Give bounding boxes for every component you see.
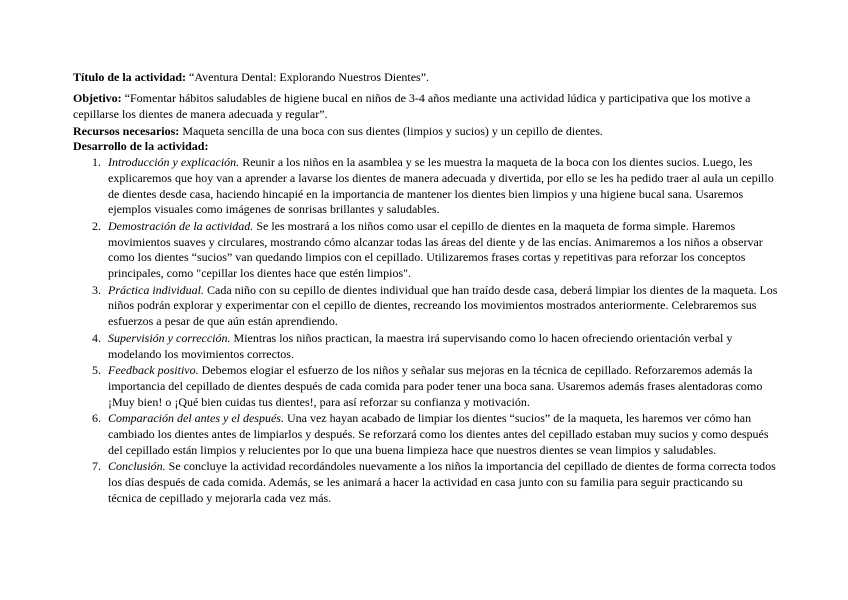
development-heading — [73, 139, 779, 155]
step-title: Feedback positivo. — [108, 363, 199, 378]
step-text — [108, 283, 779, 330]
step-number: 2. — [92, 218, 101, 233]
step-number: 5. — [92, 363, 101, 378]
step-title: Práctica individual. — [108, 282, 204, 297]
activity-title-label: Título de la actividad: — [73, 70, 187, 84]
step-item-2 — [73, 219, 779, 282]
step-title: Conclusión. — [108, 459, 166, 474]
step-body: Debemos elogiar el esfuerzo de los niños y señalar sus mejoras en la técnica de cepillado. Reforzaremos además la importancia del cepillado de dientes después de cada comida para poder tener una boca sana. Usaremos además frases alentadoras como ¡Muy bien! o ¡Qué bien cuidas tus dientes!, para así reforzar su confianza y motivación. — [108, 363, 763, 409]
step-body: Una vez hayan acabado de limpiar los dientes “sucios” de la maqueta, les haremos ver cómo han cambiado los dientes antes de limpiarlos y después. Se reforzará como los dientes antes del cepillado estaban muy sucios y como después del cepillado están limpios y relucientes por lo que una buena limpieza hace que nuestros dientes se vean limpios y saludables. — [108, 411, 769, 457]
step-text — [108, 411, 779, 458]
step-body: Mientras los niños practican, la maestra irá supervisando como lo hacen ofreciendo orientación verbal y modelando los movimientos correctos. — [108, 330, 733, 361]
resources — [73, 124, 779, 140]
step-number: 6. — [92, 411, 101, 426]
step-body: Cada niño con su cepillo de dientes individual que han traído desde casa, deberá limpiar los dientes de la maqueta. Los niños podrán explorar y experimentar con el cepillo de dientes, recreando los movimientos mostrados anteriormente. Celebraremos sus esfuerzos a pesar de que aún están aprendiendo. — [108, 282, 778, 329]
step-number: 7. — [92, 459, 101, 474]
step-item-5 — [73, 363, 779, 410]
objective-value: “Fomentar hábitos saludables de higiene bucal en niños de 3-4 años mediante una actividad lúdica y participativa que los motive a cepillarse los dientes de manera adecuada y regular”. — [73, 91, 751, 121]
development-steps — [73, 155, 779, 506]
development-heading-label: Desarrollo de la actividad: — [73, 139, 209, 154]
resources-value: Maqueta sencilla de una boca con sus dientes (limpios y sucios) y un cepillo de dientes. — [182, 123, 603, 138]
step-text — [108, 155, 779, 218]
step-title: Supervisión y corrección. — [108, 330, 231, 345]
step-item-7 — [73, 459, 779, 506]
step-item-6 — [73, 411, 779, 458]
step-number: 4. — [92, 330, 101, 345]
step-text — [108, 331, 779, 362]
step-item-1 — [73, 155, 779, 218]
resources-label: Recursos necesarios: — [73, 123, 180, 138]
lesson-plan — [73, 70, 779, 508]
step-item-4 — [73, 331, 779, 362]
step-number: 3. — [92, 282, 101, 297]
step-number: 1. — [92, 155, 101, 170]
objective-label: Objetivo: — [73, 91, 122, 105]
step-body: Se les mostrará a los niños como usar el cepillo de dientes en la maqueta de forma simple. Haremos movimientos suaves y circulares, mostrando cómo alcanzar todas las áreas del diente y de las encías. Animaremos a los niños a observar como los dientes “sucios” van quedando limpios con el cepillado. Utilizaremos frases cortas y repetitivas para reforzar los conceptos principales, como "cepillar los dientes hace que estén limpios". — [108, 218, 763, 281]
step-text — [108, 363, 779, 410]
step-body: Reunir a los niños en la asamblea y se les muestra la maqueta de la boca con los dientes sucios. Luego, les explicaremos que hoy van a aprender a lavarse los dientes de manera adecuada y divertida, por ello se les ha pedido traer al aula un cepillo de dientes desde casa, haciendo hincapié en la importancia de mantener los dientes bien limpios y una higiene bucal sana. Usaremos ejemplos visuales como imágenes de sonrisas brillantes y saludables. — [108, 155, 774, 217]
step-title: Comparación del antes y el después. — [108, 411, 284, 426]
objective — [73, 91, 779, 122]
step-title: Demostración de la actividad. — [108, 218, 254, 233]
step-text — [108, 459, 779, 506]
step-item-3 — [73, 283, 779, 330]
step-title: Introducción y explicación. — [108, 155, 240, 170]
step-text — [108, 219, 779, 282]
activity-title — [73, 70, 779, 86]
step-body: Se concluye la actividad recordándoles nuevamente a los niños la importancia del cepillado de dientes de forma correcta todos los días después de cada comida. Además, se les animará a hacer la actividad en casa junto con su familia para seguir practicando su técnica de cepillado y mejorarla cada vez más. — [108, 459, 776, 505]
activity-title-value: “Aventura Dental: Explorando Nuestros Dientes”. — [189, 70, 430, 84]
